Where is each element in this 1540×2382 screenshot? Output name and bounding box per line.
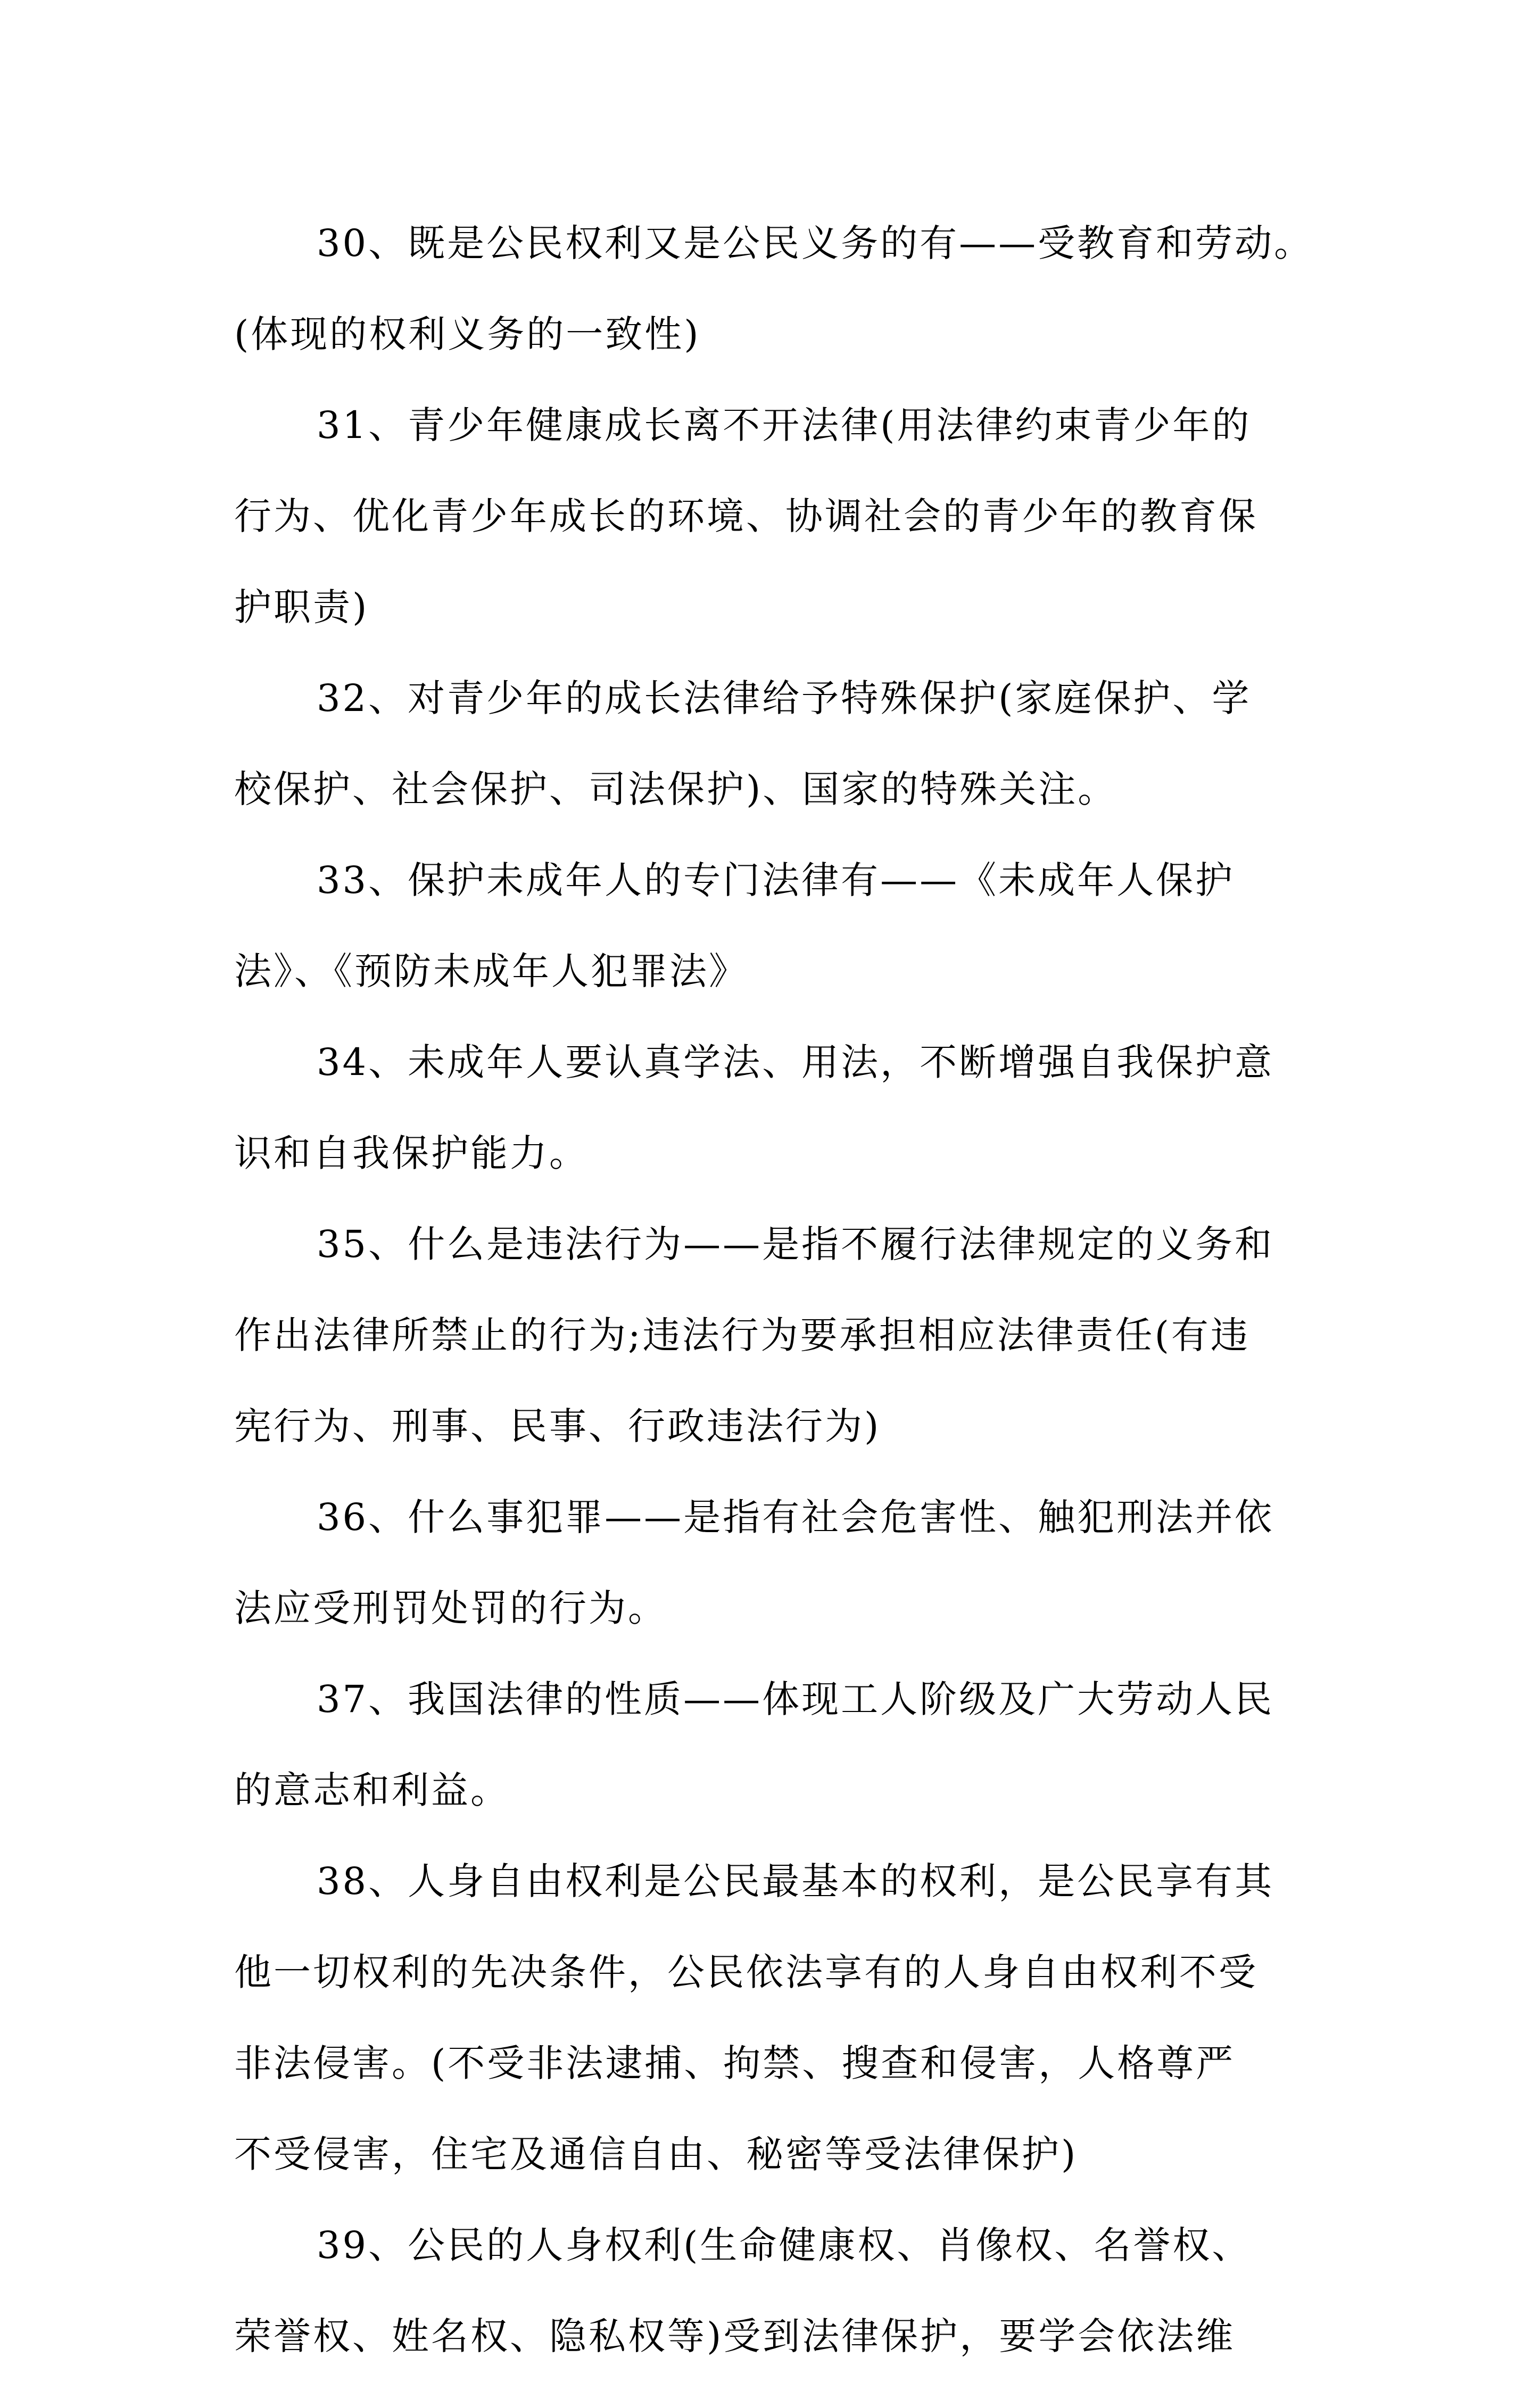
paragraph-line: 不受侵害，住宅及通信自由、秘密等受法律保护) (234, 2132, 1078, 2176)
paragraph-line: 38、人身自由权利是公民最基本的权利，是公民享有其 (317, 1859, 1274, 1903)
paragraph-31 (234, 380, 1320, 653)
paragraph-30 (234, 198, 1320, 380)
paragraph-line: 33、保护未成年人的专门法律有——《未成年人保护 (317, 858, 1235, 902)
document-body (234, 198, 1320, 2382)
paragraph-line: 他一切权利的先决条件，公民依法享有的人身自由权利不受 (234, 1950, 1258, 1994)
paragraph-line: 的意志和利益。 (234, 1768, 510, 1812)
paragraph-line: 32、对青少年的成长法律给予特殊保护(家庭保护、学 (317, 676, 1252, 720)
paragraph-33 (234, 835, 1320, 1017)
paragraph-line: 36、什么事犯罪——是指有社会危害性、触犯刑法并依 (317, 1495, 1274, 1539)
paragraph-line: 37、我国法律的性质——体现工人阶级及广大劳动人民 (317, 1677, 1274, 1721)
paragraph-line: 35、什么是违法行为——是指不履行法律规定的义务和 (317, 1222, 1274, 1266)
paragraph-line: 识和自我保护能力。 (234, 1131, 589, 1175)
paragraph-line: 34、未成年人要认真学法、用法，不断增强自我保护意 (317, 1040, 1274, 1084)
paragraph-35 (234, 1199, 1320, 1472)
paragraph-line: 护职责) (234, 585, 369, 629)
paragraph-line: 法》、《预防未成年人犯罪法》 (234, 949, 748, 993)
paragraph-line: 荣誉权、姓名权、隐私权等)受到法律保护，要学会依法维 (234, 2314, 1236, 2358)
paragraph-36 (234, 1472, 1320, 1654)
paragraph-line: 宪行为、刑事、民事、行政违法行为) (234, 1404, 881, 1448)
paragraph-39 (234, 2200, 1320, 2382)
paragraph-line: 法应受刑罚处罚的行为。 (234, 1586, 667, 1630)
paragraph-line: 非法侵害。(不受非法逮捕、拘禁、搜查和侵害，人格尊严 (234, 2041, 1236, 2085)
paragraph-38 (234, 1836, 1320, 2200)
paragraph-line: 31、青少年健康成长离不开法律(用法律约束青少年的 (317, 403, 1252, 447)
paragraph-37 (234, 1654, 1320, 1836)
paragraph-line: 30、既是公民权利又是公民义务的有——受教育和劳动。 (317, 221, 1314, 265)
paragraph-32 (234, 653, 1320, 835)
paragraph-line: 作出法律所禁止的行为;违法行为要承担相应法律责任(有违 (234, 1313, 1250, 1357)
paragraph-34 (234, 1017, 1320, 1199)
paragraph-line: 行为、优化青少年成长的环境、协调社会的青少年的教育保 (234, 494, 1258, 538)
paragraph-line: 校保护、社会保护、司法保护)、国家的特殊关注。 (234, 767, 1117, 811)
paragraph-line: (体现的权利义务的一致性) (234, 312, 701, 356)
paragraph-line: 39、公民的人身权利(生命健康权、肖像权、名誉权、 (317, 2223, 1252, 2267)
